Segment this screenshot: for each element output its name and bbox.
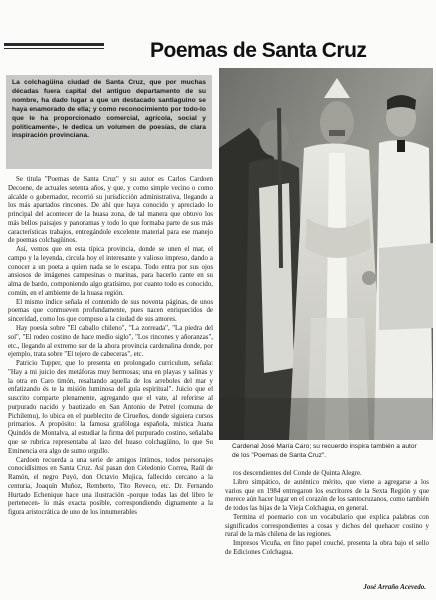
paragraph: Libro simpático, de auténtico mérito, que viene a agregarse a los varios que en 1984 entregaron los escritores de la Sexta Región y que merece aún hacer lugar en el corazón de los santocruzanos, como también de todos las hijas de la Vieja Colchagua, en general. — [225, 478, 429, 513]
cardinal-photo — [219, 68, 433, 440]
article-title: Poemas de Santa Cruz — [150, 39, 367, 62]
paragraph: Impresos Vicuña, en fino papel couché, presenta la obra bajo el sello de Ediciones Colchagua. — [225, 540, 429, 556]
left-column — [8, 176, 213, 594]
paragraph: Se titula "Poemas de Santa Cruz" y su autor es Carlos Cardoen Decoene, de actuales setenta años, y que, y como simple vecino o como alcalde o gobernador, recorrió su jurisdicción administrativa, llegando a los más apartados rincones. De ahí que haya conocido y apreciado lo principal del acontecer de la huasa zona, de tal manera que obtuvo los más bellos paisajes y panoramas y todo lo que formaba parte de sus más características trabajos, entregándole excelente material para ese manejo de poemas colchagüinos. — [8, 176, 213, 245]
photo-caption: Cardenal José María Caro; su recuerdo inspira también a autor de los "Poemas de Santa Cruz". — [232, 443, 417, 459]
paragraph: Patricio Tupper, que lo presenta en prolongado curriculum, señala: "Hay a mi juicio des metáforas muy hermosas; una en playas y salinas y la otra en Caro timón, resaltando aquella de los arreboles del mar y enfatizando és te la misión luminosa del guía espiritual". Juicio que el suscrito comparte plenamente, agregando que el vate, al referirse al purpurado nacido y bautizado en San Antonio de Petrel (comuna de Pichilemu), lo ubica en el pueblecito de Cirueños, donde siguiera cursos primarios. A propósito: la famosa grafóloga española, mística Juana Quindós de Montalva, al estudiar la firma del purpurado costino, señalaba que se rubrica representaba al lazo del huaso colchagüino, lo que Su Eminencia era algo de sumo orgullo. — [8, 360, 213, 455]
paragraph: Hay poesía sobre "El caballo chileno", "La zorreada", "La piedra del sol", "El rodeo costino de hace medio siglo", "Los rincones y añoranzas", etc., llegando al extremo sur de la ahora provincia cardenalina donde, por ejemplo, trata sobre "El tejero de cabeceras", etc. — [8, 325, 213, 359]
paragraph: El mismo índice señala el contenido de sus noventa páginas, de unos poemas que conmueven profundamente, pues nacen enriquecidos de sinceridad, como los que compuso a la ciudad de sus amores. — [8, 298, 213, 324]
title-rule — [4, 43, 104, 46]
paragraph: Cardoen recuerda a una serie de amigos íntimos, todos personajes conocidísimos en Santa Cruz. Así pasan don Celedonio Correa, Raúl de Ramón, el negro Puyó, don Octavio Mujica, fallecido cercano a la centuria, Joaquín Muñoz, Remberto, Tito Reveco, etc. Dr. Fernando Hurtado Echenique hace una ilustración -porque todas las del libro le pertenecen- lo más exacta posible, correspondiendo dignamente a la figura aristocrática de uno de los innumerables — [8, 456, 213, 517]
paragraph: Termina el poemario con un vocabulario que explica palabras con significados correspondientes a cosas y dichos del quehacer costino y rural de la más chilena de las regiones. — [225, 513, 429, 539]
paragraph: ros descendientes del Conde de Quinta Alegre. — [233, 470, 362, 477]
intro-box: La colchagüina ciudad de Santa Cruz, que por muchas décadas fuera capital del antiguo departamento de su nombre, ha dado lugar a que un destacado santiaguino se haya enamorado de ella; y como reconocimiento por todo-lo que le ha proporcionado comercial, agrícola, social y politicamente-, le dedica un volumen de poesías, de clara inspiración provinciana. — [6, 75, 212, 169]
paragraph: Así, vemos que en esta típica provincia, donde se unen el mar, el campo y la leyenda, circula hoy el interesante y valioso impreso, dando a conocer a un poeta a quien nada se le escapa. Todo entra por sus ojos ansiosos de imágenes campesinas o marinas, para hacerlo cante en su alma de bardo, componiendo algo gratísimo, por cuanto todo es conocido, común, en el ambiente de la huasa región. — [8, 246, 213, 297]
right-column — [225, 470, 429, 580]
title-rule-thin — [4, 48, 104, 49]
author-signature: José Arraño Acevedo. — [363, 583, 426, 591]
